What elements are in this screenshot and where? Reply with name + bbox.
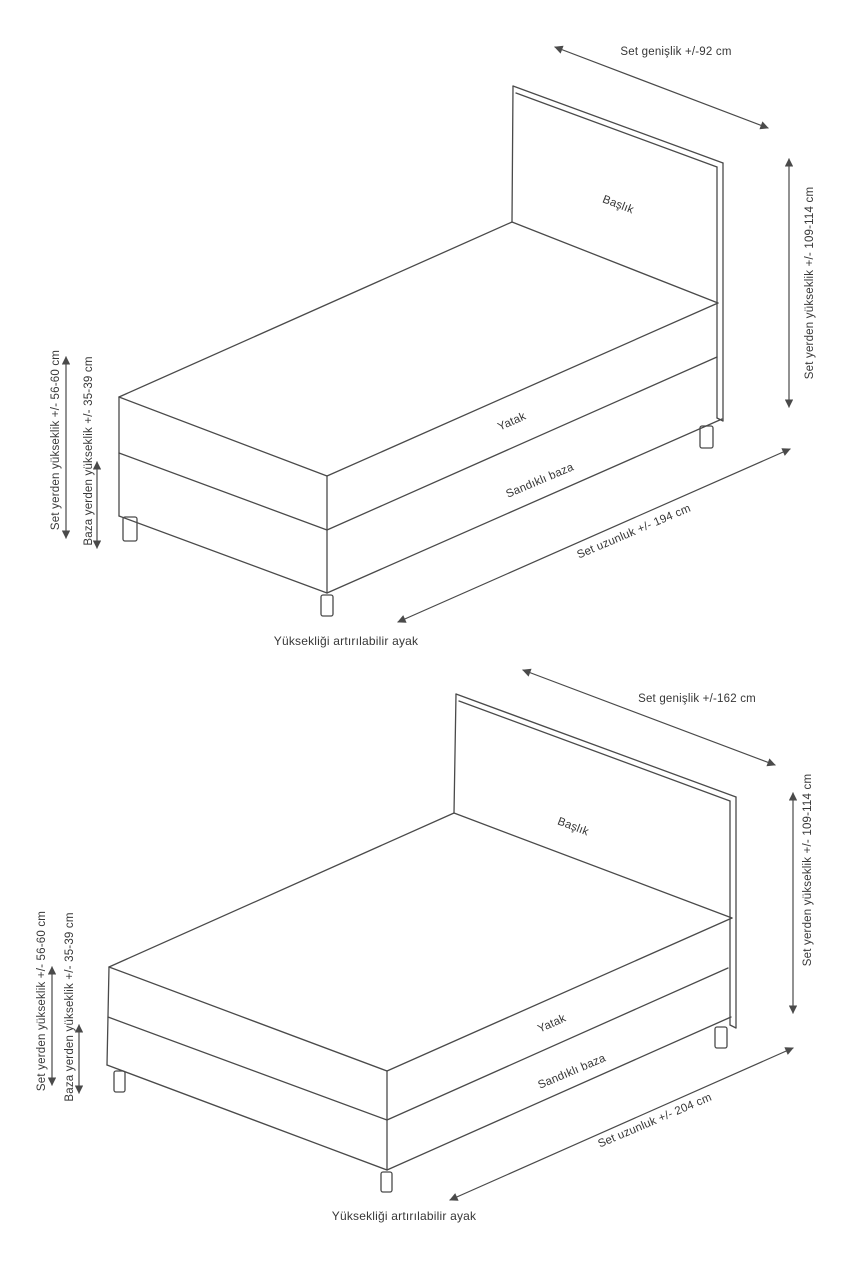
single-width-dim-label: Set genişlik +/-92 cm: [620, 46, 732, 58]
single-set-height-dim-label: Set yerden yükseklik +/- 56-60 cm: [50, 349, 62, 531]
single-base-label: Sandıklı baza: [504, 461, 576, 501]
double-length-arrow: [450, 1048, 793, 1200]
single-headboard-outline: [512, 86, 723, 421]
double-width-dim-label: Set genişlik +/-162 cm: [638, 693, 756, 705]
single-base-height-dim-label: Baza yerden yükseklik +/- 35-39 cm: [83, 356, 95, 546]
double-bed-drawing: [52, 670, 793, 1200]
single-width-arrow: [555, 47, 768, 128]
double-width-arrow: [523, 670, 775, 765]
single-mattress-label: Yatak: [496, 410, 528, 434]
double-length-dim-label: Set uzunluk +/- 204 cm: [596, 1091, 714, 1151]
double-total-height-dim-label: Set yerden yükseklik +/- 109-114 cm: [802, 773, 814, 967]
single-bed-drawing: [66, 47, 790, 622]
double-set-height-dim-label: Set yerden yükseklik +/- 56-60 cm: [36, 910, 48, 1092]
single-dimension-arrows: [66, 47, 790, 622]
double-mattress-label: Yatak: [536, 1012, 568, 1036]
single-foot-note-label: Yüksekliği artırılabilir ayak: [273, 634, 419, 648]
double-base-label: Sandıklı baza: [536, 1052, 608, 1092]
double-headboard-outline: [454, 694, 736, 1028]
double-base-height-dim-label: Baza yerden yükseklik +/- 35-39 cm: [64, 912, 76, 1102]
single-headboard-label: Başlık: [600, 193, 636, 217]
single-length-dim-label: Set uzunluk +/- 194 cm: [575, 502, 693, 562]
double-bed-legs: [114, 1027, 727, 1192]
single-bed-legs: [123, 426, 713, 616]
double-dimension-arrows: [52, 670, 793, 1200]
double-headboard-label: Başlık: [555, 815, 591, 839]
double-foot-note-label: Yüksekliği artırılabilir ayak: [331, 1209, 477, 1223]
single-total-height-dim-label: Set yerden yükseklik +/- 109-114 cm: [804, 186, 816, 380]
